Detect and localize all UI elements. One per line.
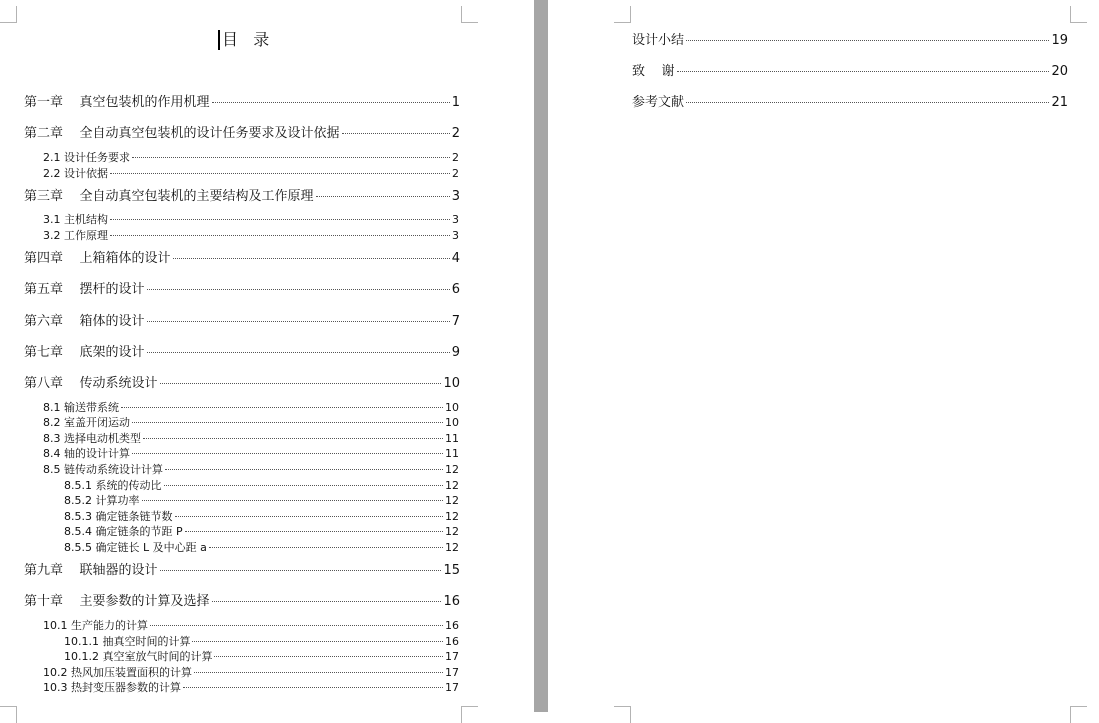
toc-leader-dots [342, 133, 450, 134]
toc-page-number: 12 [445, 463, 459, 476]
toc-entry[interactable] [64, 493, 459, 508]
toc-entry[interactable] [43, 212, 459, 227]
toc-leader-dots [160, 570, 442, 571]
toc-entry[interactable] [43, 446, 459, 461]
toc-entry[interactable] [632, 94, 1068, 112]
toc-page-number: 16 [445, 619, 459, 632]
toc-entry-title: 第二章 全自动真空包装机的设计任务要求及设计依据 [24, 126, 340, 141]
toc-entry-title: 第六章 箱体的设计 [24, 314, 145, 329]
document-page-right [548, 0, 1099, 712]
toc-entry[interactable] [24, 593, 460, 611]
toc-entry[interactable] [64, 634, 459, 649]
toc-title[interactable]: 目 录 [218, 30, 269, 50]
toc-entry[interactable] [24, 344, 460, 362]
toc-page-number: 9 [451, 345, 460, 360]
toc-entry[interactable] [43, 665, 459, 680]
toc-page-number: 12 [445, 494, 459, 507]
toc-page-number: 1 [451, 95, 460, 110]
toc-entry-title: 10.1 生产能力的计算 [43, 619, 148, 632]
toc-entry[interactable] [632, 63, 1068, 81]
toc-entry[interactable] [24, 125, 460, 143]
toc-entry-title: 8.5.3 确定链条链节数 [64, 510, 173, 523]
toc-entry[interactable] [24, 375, 460, 393]
toc-page-number: 12 [445, 479, 459, 492]
toc-entry-title: 10.3 热封变压器参数的计算 [43, 681, 181, 694]
toc-entry-title: 设计小结 [632, 33, 685, 48]
toc-entry[interactable] [43, 228, 459, 243]
toc-entry[interactable] [632, 32, 1068, 50]
crop-mark-bottom-left [614, 706, 631, 723]
toc-entry[interactable] [24, 94, 460, 112]
toc-entry-title: 3.2 工作原理 [43, 229, 108, 242]
toc-page-number: 12 [445, 541, 459, 554]
toc-entry-title: 8.2 室盖开闭运动 [43, 416, 130, 429]
toc-page-number: 17 [445, 650, 459, 663]
toc-leader-dots [150, 625, 443, 626]
toc-entry-title: 第五章 摆杆的设计 [24, 282, 145, 297]
toc-leader-dots [316, 196, 450, 197]
toc-entry[interactable] [24, 250, 460, 268]
toc-entry-title: 8.5.4 确定链条的节距 P [64, 525, 183, 538]
toc-leader-dots [147, 352, 450, 353]
toc-leader-dots [121, 407, 443, 408]
crop-mark-top-left [614, 6, 631, 23]
toc-page-number: 11 [445, 447, 459, 460]
toc-entry-title: 第十章 主要参数的计算及选择 [24, 594, 210, 609]
toc-entry-title: 8.5.5 确定链长 L 及中心距 a [64, 541, 207, 554]
toc-leader-dots [165, 469, 443, 470]
toc-page-number: 17 [445, 666, 459, 679]
toc-leader-dots [212, 601, 442, 602]
toc-entry-title: 8.1 输送带系统 [43, 401, 119, 414]
toc-entry-title: 8.5.1 系统的传动比 [64, 479, 162, 492]
toc-leader-dots [132, 422, 443, 423]
toc-entry[interactable] [64, 478, 459, 493]
toc-entry-title: 10.1.2 真空室放气时间的计算 [64, 650, 213, 663]
toc-page-number: 2 [451, 126, 460, 141]
crop-mark-top-right [461, 6, 478, 23]
toc-entry[interactable] [43, 431, 459, 446]
toc-entry[interactable] [43, 618, 459, 633]
toc-entry-title: 致 谢 [632, 64, 675, 79]
toc-leader-dots [132, 157, 450, 158]
toc-entry-title: 8.3 选择电动机类型 [43, 432, 141, 445]
toc-entry-title: 8.5 链传动系统设计计算 [43, 463, 163, 476]
toc-page-number: 15 [443, 563, 460, 578]
toc-entry[interactable] [43, 680, 459, 695]
toc-entry[interactable] [64, 649, 459, 664]
toc-entry[interactable] [24, 562, 460, 580]
toc-entry-title: 第九章 联轴器的设计 [24, 563, 158, 578]
toc-leader-dots [147, 321, 450, 322]
toc-leader-dots [183, 687, 443, 688]
toc-entry-title: 第一章 真空包装机的作用机理 [24, 95, 210, 110]
toc-leader-dots [110, 219, 450, 220]
toc-page-number: 16 [443, 594, 460, 609]
toc-page-number: 19 [1051, 33, 1068, 48]
toc-page-number: 12 [445, 525, 459, 538]
toc-leader-dots [147, 289, 450, 290]
toc-leader-dots [209, 547, 443, 548]
toc-leader-dots [686, 40, 1049, 41]
toc-page-number: 2 [452, 167, 459, 180]
toc-page-number: 3 [451, 189, 460, 204]
crop-mark-bottom-right [1070, 706, 1087, 723]
toc-leader-dots [192, 641, 443, 642]
toc-entry[interactable] [64, 509, 459, 524]
toc-page-number: 20 [1051, 64, 1068, 79]
toc-entry-title: 8.4 轴的设计计算 [43, 447, 130, 460]
toc-entry-title: 2.2 设计依据 [43, 167, 108, 180]
toc-page-number: 3 [452, 213, 459, 226]
toc-page-number: 10 [445, 401, 459, 414]
toc-entry-title: 第七章 底架的设计 [24, 345, 145, 360]
toc-leader-dots [214, 656, 443, 657]
toc-page-number: 3 [452, 229, 459, 242]
toc-entry[interactable] [24, 313, 460, 331]
toc-leader-dots [110, 173, 450, 174]
crop-mark-bottom-right [461, 706, 478, 723]
crop-mark-top-left [0, 6, 17, 23]
document-page-left [0, 0, 534, 712]
toc-leader-dots [212, 102, 450, 103]
toc-leader-dots [164, 485, 444, 486]
toc-leader-dots [194, 672, 443, 673]
toc-page-number: 4 [451, 251, 460, 266]
toc-page-number: 16 [445, 635, 459, 648]
toc-entry[interactable] [43, 400, 459, 415]
toc-page-number: 2 [452, 151, 459, 164]
toc-leader-dots [132, 453, 443, 454]
toc-entry-title: 第八章 传动系统设计 [24, 376, 158, 391]
toc-page-number: 10 [445, 416, 459, 429]
toc-leader-dots [686, 102, 1049, 103]
toc-leader-dots [173, 258, 450, 259]
toc-page-number: 21 [1051, 95, 1068, 110]
toc-leader-dots [160, 383, 442, 384]
toc-entry[interactable] [24, 281, 460, 299]
toc-entry-title: 第四章 上箱箱体的设计 [24, 251, 171, 266]
toc-page-number: 12 [445, 510, 459, 523]
crop-mark-top-right [1070, 6, 1087, 23]
toc-leader-dots [143, 438, 443, 439]
toc-entry-title: 10.1.1 抽真空时间的计算 [64, 635, 191, 648]
toc-leader-dots [110, 235, 450, 236]
toc-leader-dots [185, 531, 443, 532]
toc-entry-title: 3.1 主机结构 [43, 213, 108, 226]
toc-entry[interactable] [43, 150, 459, 165]
toc-page-number: 10 [443, 376, 460, 391]
toc-entry-title: 8.5.2 计算功率 [64, 494, 140, 507]
toc-entry[interactable] [43, 415, 459, 430]
toc-leader-dots [142, 500, 444, 501]
toc-entry-title: 10.2 热风加压装置面积的计算 [43, 666, 192, 679]
toc-entry[interactable] [43, 462, 459, 477]
toc-page-number: 6 [451, 282, 460, 297]
toc-page-number: 11 [445, 432, 459, 445]
toc-entry-title: 2.1 设计任务要求 [43, 151, 130, 164]
toc-page-number: 17 [445, 681, 459, 694]
toc-entry[interactable] [64, 540, 459, 555]
toc-entry[interactable] [43, 166, 459, 181]
toc-leader-dots [677, 71, 1050, 72]
page-gutter [534, 0, 548, 712]
toc-leader-dots [175, 516, 444, 517]
toc-entry-title: 第三章 全自动真空包装机的主要结构及工作原理 [24, 189, 314, 204]
toc-entry-title: 参考文献 [632, 95, 685, 110]
toc-entry[interactable] [24, 188, 460, 206]
toc-page-number: 7 [451, 314, 460, 329]
toc-entry[interactable] [64, 524, 459, 539]
crop-mark-bottom-left [0, 706, 17, 723]
